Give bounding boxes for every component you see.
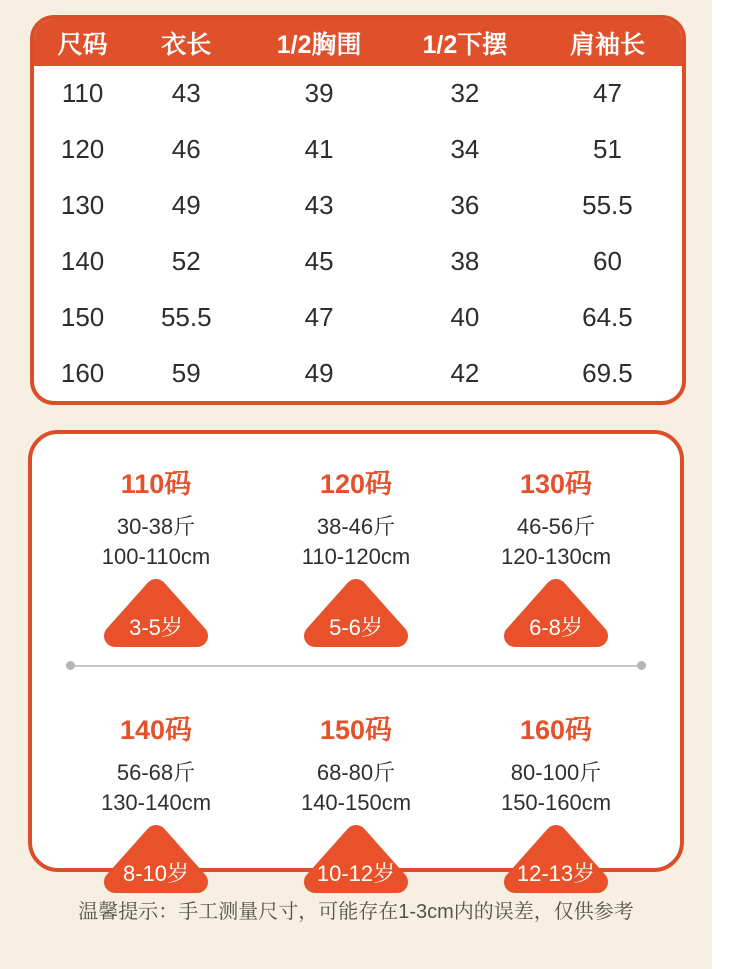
table-row [34, 178, 682, 234]
cell-shoulder-sleeve: 55.5 [582, 190, 633, 221]
cell-size: 110 [61, 78, 104, 109]
guide-height-range: 130-140cm [100, 790, 212, 815]
cell-half-hem: 32 [450, 78, 480, 109]
size-guide-item-110 [56, 434, 256, 651]
guide-size-label: 110码 [120, 469, 192, 499]
size-guide-item-130 [456, 434, 656, 651]
table-row [34, 122, 682, 178]
column-header-garment-length: 衣长 [161, 30, 212, 59]
cell-size: 140 [60, 245, 105, 276]
age-triangle-badge [101, 577, 211, 651]
cell-half-hem: 42 [450, 357, 480, 388]
size-guide-panel [28, 430, 684, 886]
age-range-label: 5-6岁 [329, 615, 383, 640]
cell-half-hem: 38 [450, 245, 480, 276]
cell-half-chest: 39 [304, 78, 334, 109]
cell-garment-length: 59 [171, 357, 201, 388]
age-triangle-badge [501, 577, 611, 651]
cell-size: 150 [60, 301, 105, 332]
age-triangle-badge [501, 823, 611, 897]
guide-size-label: 140码 [119, 715, 193, 745]
age-range-label: 3-5岁 [129, 615, 183, 640]
cell-garment-length: 52 [171, 245, 201, 276]
column-header-shoulder-sleeve: 肩袖长 [569, 30, 645, 59]
cell-half-chest: 43 [304, 190, 334, 221]
table-row [34, 66, 682, 122]
table-row [34, 233, 682, 289]
divider [66, 661, 646, 670]
age-triangle-badge [301, 823, 411, 897]
cell-garment-length: 49 [171, 190, 201, 221]
note-text: 温馨提示：手工测量尺寸，可能存在1-3cm内的误差，仅供参考 [78, 901, 634, 923]
column-header-size: 尺码 [57, 30, 108, 59]
column-header-half-chest: 1/2胸围 [276, 30, 362, 59]
guide-height-range: 110-120cm [301, 544, 411, 569]
guide-row-bottom [56, 680, 656, 897]
guide-height-range: 120-130cm [500, 544, 612, 569]
guide-height-range: 100-110cm [101, 544, 211, 569]
age-triangle-badge [101, 823, 211, 897]
age-triangle-badge [301, 577, 411, 651]
age-range-label: 6-8岁 [529, 615, 583, 640]
cell-size: 120 [60, 134, 105, 165]
cell-size: 160 [60, 357, 105, 388]
cell-shoulder-sleeve: 60 [592, 245, 622, 276]
size-table-card [30, 15, 686, 405]
guide-height-range: 150-160cm [500, 790, 612, 815]
guide-weight-range: 30-38斤 [116, 514, 196, 539]
guide-row-top [56, 434, 656, 651]
cell-half-chest: 45 [304, 245, 334, 276]
age-range-label: 8-10岁 [122, 861, 190, 886]
divider-dot-right [637, 661, 646, 670]
divider-line [75, 665, 637, 667]
age-range-label: 10-12岁 [316, 861, 396, 886]
guide-size-label: 120码 [319, 469, 393, 499]
guide-weight-range: 46-56斤 [516, 514, 596, 539]
age-range-label: 12-13岁 [516, 861, 596, 886]
size-table-header [34, 19, 682, 66]
cell-shoulder-sleeve: 47 [592, 78, 622, 109]
cell-half-hem: 40 [450, 301, 480, 332]
table-row [34, 345, 682, 401]
cell-garment-length: 43 [171, 78, 201, 109]
guide-size-label: 160码 [519, 715, 593, 745]
cell-shoulder-sleeve: 64.5 [582, 301, 633, 332]
guide-weight-range: 68-80斤 [316, 760, 396, 785]
cell-garment-length: 55.5 [160, 301, 212, 332]
guide-weight-range: 56-68斤 [116, 760, 196, 785]
column-header-half-hem: 1/2下摆 [422, 30, 508, 59]
cell-size: 130 [60, 190, 105, 221]
table-row [34, 289, 682, 345]
size-table-body [34, 66, 682, 401]
guide-weight-range: 38-46斤 [316, 514, 396, 539]
cell-garment-length: 46 [171, 134, 201, 165]
cell-half-chest: 47 [304, 301, 334, 332]
divider-dot-left [66, 661, 75, 670]
cell-half-chest: 41 [304, 134, 334, 165]
size-guide-item-140 [56, 680, 256, 897]
guide-size-label: 150码 [319, 715, 393, 745]
size-guide-item-160 [456, 680, 656, 897]
cell-half-hem: 34 [450, 134, 480, 165]
size-guide-item-120 [256, 434, 456, 651]
guide-weight-range: 80-100斤 [510, 760, 602, 785]
guide-height-range: 140-150cm [300, 790, 412, 815]
cell-half-chest: 49 [304, 357, 334, 388]
cell-half-hem: 36 [450, 190, 480, 221]
cell-shoulder-sleeve: 69.5 [582, 357, 633, 388]
size-guide-item-150 [256, 680, 456, 897]
cell-shoulder-sleeve: 51 [592, 134, 622, 165]
guide-size-label: 130码 [519, 469, 593, 499]
